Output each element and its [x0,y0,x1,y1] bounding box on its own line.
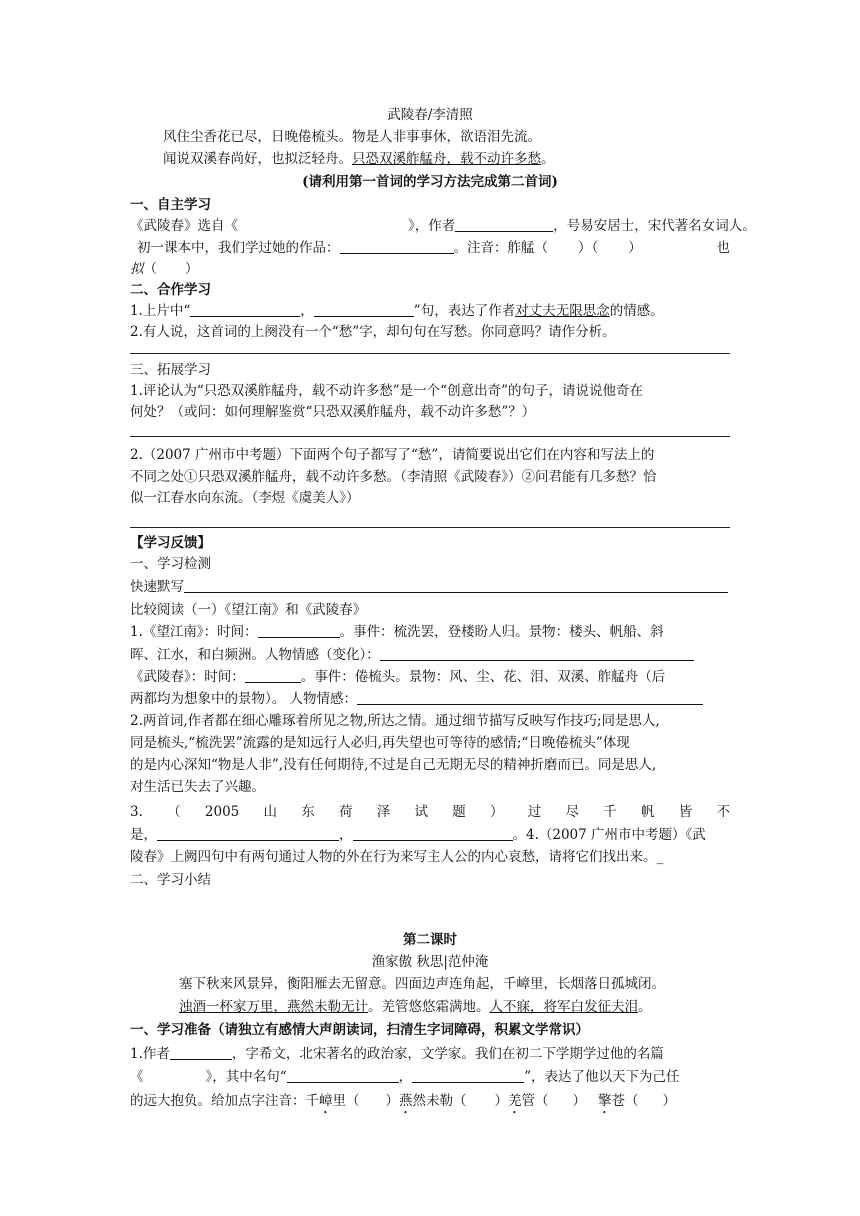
compare-q3-line4: 对生活已失去了兴趣。 [130,779,265,795]
compare-q4-line1: 3. （ 2005 山 东 荷 泽 试 题 ） 过 尽 千 帆 皆 不 [130,804,730,820]
answer-line[interactable] [130,527,730,528]
poem1-title: 武陵春/李清照 [387,107,473,123]
feedback-sub2: 二、学习小结 [130,872,211,888]
compare-q3-line2: 同是梳头,“梳洗罢”流露的是知远行人必归,再失望也可等待的感情;“日晚倦梳头”体现 [130,735,630,751]
time-blank-1[interactable] [258,623,340,638]
lesson2-heading: 第二课时 [403,932,457,948]
answer-blank-a[interactable] [157,826,339,841]
compare-q4-line2: 是， ， 。4.（2007 广州市中考题）《武 [130,827,706,843]
s2-question2: 2.有人说，这首词的上阕没有一个“愁”字，却句句在写愁。你同意吗？请作分析。 [130,324,616,340]
s2-question1: 1.上片中“ ， ”句，表达了作者对丈夫无限思念的情感。 [130,303,664,319]
compare-q3-line1: 2.两首词,作者都在细心雕琢着所见之物,所达之情。通过细节描写反映写作技巧;同是思人, [130,713,660,729]
compare-q3-line3: 的是内心深知“物是人非”,没有任何期待,不过是自己无期无尽的精神折磨而已。同是思人, [130,757,657,773]
compare-q1-line2: 晖、江水，和白频洲。人物情感（变化）： [130,645,730,665]
section-heading-extension: 三、拓展学习 [130,362,211,378]
works-blank[interactable] [340,239,454,254]
emotion-blank-2[interactable] [357,690,703,705]
poem2-title: 渔家傲 秋思|范仲淹 [371,954,489,970]
s3-question2-line2: 不同之处①只恐双溪舴艋舟，载不动许多愁。（李清照《武陵春》）②问君能有几多愁？恰 [130,469,657,485]
compare-q1-line1: 1.《望江南》：时间： 。事件：梳洗罢，登楼盼人归。景物：楼头、帆船、斜 [130,624,664,640]
prep-q1-line2: 《 》，其中名句“ ， ”，表达了他以天下为己任 [130,1069,680,1085]
poem1-line1: 风住尘香花已尽，日晚倦梳头。物是人非事事休，欲语泪先流。 [163,129,541,145]
prep-heading: 一、学习准备（请独立有感情大声朗读词，扫清生字词障碍，积累文学常识） [130,1022,589,1038]
s1-question1: 《武陵春》选自《 》，作者 ，号易安居士，宋代著名女词人。 [130,218,756,234]
poem1-line2: 闻说双溪春尚好，也拟泛轻舟。只恐双溪舴艋舟，载不动许多愁。 [163,151,555,167]
quote-blank-2[interactable] [412,1068,524,1083]
compare-reading: 比较阅读（一）《望江南》和《武陵春》 [130,602,367,618]
compare-q2-line2: 两都均为想象中的景物）。 人物情感： [130,689,703,709]
s3-question2-line1: 2.（2007 广州市中考题）下面两个句子都写了“愁”，请简要说出它们在内容和写法上的 [130,447,655,463]
line-blank-2[interactable] [314,302,414,317]
emotion-blank-1[interactable] [380,646,694,661]
time-blank-2[interactable] [245,668,301,683]
s1-question2: 初一课本中，我们学过她的作品： 。注音：舴艋（ ）（ ） 也 [137,240,730,256]
author-blank-2[interactable] [170,1045,232,1060]
compare-q4-line3: 陵春》上阙四句中有两句通过人物的外在行为来写主人公的内心哀愁，请将它们找出来。_ [130,849,664,865]
underlined-phrase: 只恐双溪舴艋舟，载不动许多愁 [352,151,541,167]
prep-q1-line1: 1.作者 ，字希文，北宋著名的政治家，文学家。我们在初二下学期学过他的名篇 [130,1046,664,1062]
author-blank[interactable] [455,217,553,232]
prep-q1-line3: 的远大抱负。给加点字注音：千嶂里（ ）燕然未勒（ ）羌管（ ） 擎苍（ ） [130,1093,676,1109]
poem2-line1: 塞下秋来风景异，衡阳雁去无留意。四面边声连角起，千嶂里，长烟落日孤城闭。 [179,976,665,992]
dictation-blank[interactable] [184,578,728,593]
poem2-line2: 浊酒一杯家万里，燕然未勒无计。羌管悠悠霜满地。人不寐，将军白发征夫泪。 [179,999,652,1015]
section-heading-self-study: 一、自主学习 [130,197,211,213]
section-heading-cooperative: 二、合作学习 [130,282,211,298]
quick-dictation: 快速默写 [130,577,730,597]
s3-question2-line3: 似一江春水向东流。（李煜《虞美人》） [130,490,360,506]
s1-question3: 拟（ ） [130,261,199,277]
feedback-heading: 【学习反馈】 [130,535,211,551]
answer-blank-b[interactable] [353,826,513,841]
feedback-sub1: 一、学习检测 [130,556,211,572]
quote-blank-1[interactable] [287,1068,399,1083]
s3-question1-line2: 何处？（或问：如何理解鉴赏“只恐双溪舴艋舟，载不动许多愁”？） [130,404,536,420]
answer-line[interactable] [130,353,730,354]
compare-q2-line1: 《武陵春》：时间： 。事件：倦梳头。景物：风、尘、花、泪、双溪、舴艋舟（后 [130,669,666,685]
instruction: (请利用第一首词的学习方法完成第二首词) [302,174,558,190]
line-blank-1[interactable] [190,302,300,317]
answer-line[interactable] [130,436,730,437]
s3-question1-line1: 1.评论认为“只恐双溪舴艋舟，载不动许多愁”是一个“创意出奇”的句子，请说说他奇在 [130,383,643,399]
